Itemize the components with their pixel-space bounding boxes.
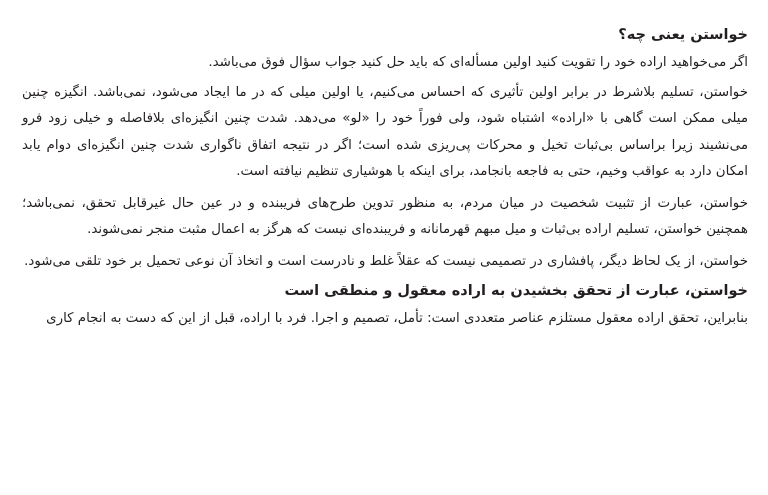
paragraph-insistence: خواستن، از یک لحاظ دیگر، پافشاری در تصمیمی نیست که عقلاً غلط و نادرست است و اتخاذ آن نوعی تحمیل بر خود تلقی می‌شود.	[24, 253, 748, 269]
paragraph-therefore: بنابراین، تحقق اراده معقول مستلزم عناصر متعددی است: تأمل، تصمیم و اجرا. فرد با اراده، قبل از این که دست به انجام کاری	[46, 311, 748, 326]
paragraph-intro: اگر می‌خواهید اراده خود را تقویت کنید اولین مسأله‌ای که باید حل کنید جواب سؤال فوق می‌باشد.	[208, 55, 748, 70]
paragraph-unconditional-surrender: خواستن، تسلیم بلاشرط در برابر اولین تأثیری که احساس می‌کنیم، یا اولین میلی که در ما ایجاد می‌شود، نمی‌باشد. انگیزه چنین میلی ممکن است گاهی با «اراده» اشتباه شود، ولی فوراً خود را «لو» می‌دهد. شدت چنین انگیزه‌ای بلافاصله و خیلی زود فرو می‌نشیند زیرا براساس بی‌ثبات تخیل و محرکات پی‌ریزی شده است؛ اگر در نتیجه اتفاق ناگواری شدت چنین انگیزه‌ای دوام یابد امکان دارد به عواقب وخیم، حتی به فاجعه بانجامد، برای اینکه با هوشیاری تنظیم نیافته است.	[22, 84, 748, 179]
paragraph-personality-fixation: خواستن، عبارت از تثبیت شخصیت در میان مردم، به منظور تدوین طرح‌های فریبنده و در عین حال غیرقابل تحقق، نمی‌باشد؛ همچنین خواستن، تسلیم اراده بی‌ثبات و میل مبهم قهرمانانه و فریبنده‌ای نیست که هرگز به اعمال مثبت منجر نمی‌شوند.	[22, 195, 748, 237]
section-heading-what-is-wanting: خواستن یعنی چه؟	[618, 27, 748, 43]
section-heading-rational-will: خواستن، عبارت از تحقق بخشیدن به اراده معقول و منطقی است	[284, 283, 748, 299]
